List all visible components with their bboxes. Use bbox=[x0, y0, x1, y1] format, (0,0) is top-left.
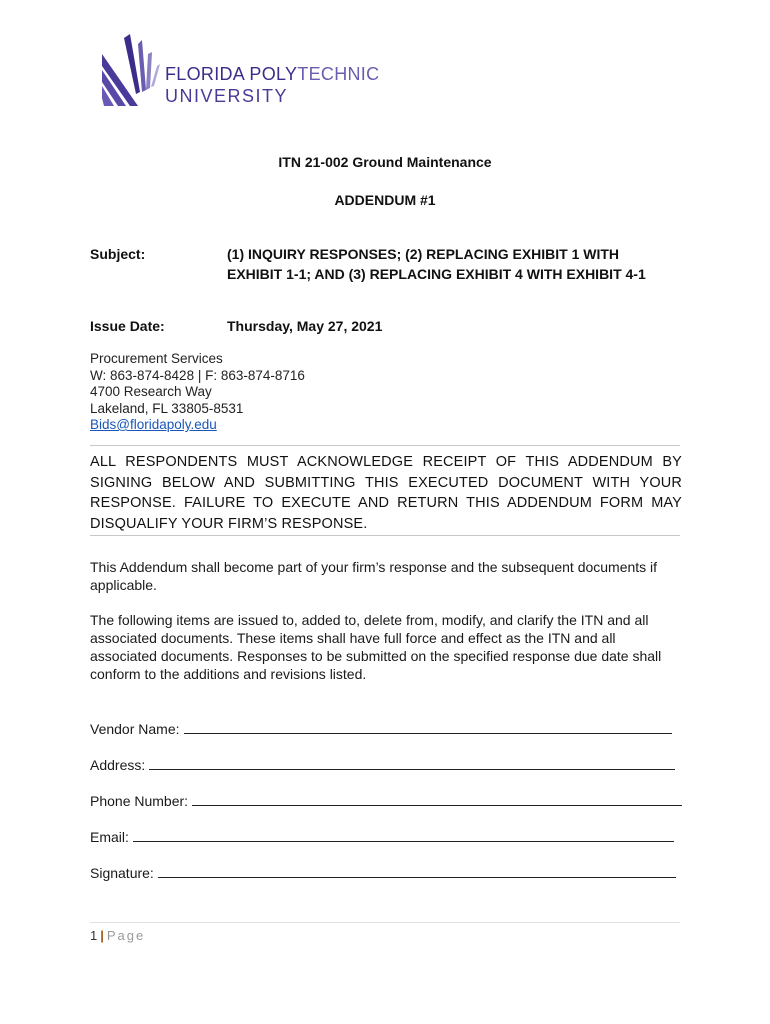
vendor-name-line[interactable] bbox=[184, 732, 673, 734]
phone-number-line[interactable] bbox=[192, 804, 682, 806]
phone-number-field[interactable] bbox=[90, 789, 682, 809]
address-label: Address: bbox=[90, 757, 146, 773]
issue-date-value: Thursday, May 27, 2021 bbox=[227, 318, 383, 334]
email-line[interactable] bbox=[133, 840, 674, 842]
logo-wordmark-bold: FLORIDA POLY bbox=[165, 64, 298, 84]
address-line[interactable] bbox=[149, 768, 675, 770]
contact-city: Lakeland, FL 33805-8531 bbox=[90, 400, 244, 416]
logo-wordmark-line2: UNIVERSITY bbox=[165, 86, 289, 106]
subject-line-2: EXHIBIT 1-1; AND (3) REPLACING EXHIBIT 4 WITH EXHIBIT 4-1 bbox=[227, 266, 646, 282]
issue-date-label: Issue Date: bbox=[90, 318, 165, 334]
footer-divider bbox=[90, 922, 680, 923]
divider-bottom bbox=[90, 535, 680, 536]
contact-phone: W: 863-874-8428 | F: 863-874-8716 bbox=[90, 367, 305, 383]
page-number: 1 bbox=[90, 928, 98, 943]
acknowledgement-notice: ALL RESPONDENTS MUST ACKNOWLEDGE RECEIPT OF THIS ADDENDUM BY SIGNING BELOW AND SUBMITTING THIS EXECUTED DOCUMENT WITH YOUR RESPONSE. FAILURE TO EXECUTE AND RETURN THIS ADDENDUM FORM MAY DISQUALIFY YOUR FIRM’S RESPONSE. bbox=[90, 454, 682, 532]
address-field[interactable] bbox=[90, 753, 675, 773]
footer-separator: | bbox=[100, 928, 104, 943]
subject-value bbox=[227, 244, 646, 284]
signature-label: Signature: bbox=[90, 865, 154, 881]
vendor-name-label: Vendor Name: bbox=[90, 721, 180, 737]
subject-label: Subject: bbox=[90, 246, 146, 262]
logo-mark-icon bbox=[100, 34, 170, 110]
email-field[interactable] bbox=[90, 825, 674, 845]
signature-field[interactable] bbox=[90, 861, 676, 881]
paragraph-addendum-part: This Addendum shall become part of your firm’s response and the subsequent documents if applicable. bbox=[90, 559, 658, 593]
page-footer bbox=[90, 928, 145, 943]
signature-line[interactable] bbox=[158, 876, 676, 878]
divider-top bbox=[90, 445, 680, 446]
vendor-name-field[interactable] bbox=[90, 717, 672, 737]
document-title: ITN 21-002 Ground Maintenance bbox=[278, 154, 492, 170]
contact-department: Procurement Services bbox=[90, 351, 223, 366]
page-label: Page bbox=[106, 928, 146, 943]
subject-line-1: (1) INQUIRY RESPONSES; (2) REPLACING EXHIBIT 1 WITH bbox=[227, 246, 620, 262]
logo-wordmark-line1 bbox=[165, 64, 379, 85]
contact-street: 4700 Research Way bbox=[90, 384, 212, 399]
email-label: Email: bbox=[90, 829, 129, 845]
paragraph-items-issued: The following items are issued to, added to, delete from, modify, and clarify the ITN and all associated documents. These items shall have full force and effect as the ITN and all associated documents. Responses to be submitted on the specified response due date shall conform to the additions and revisions listed. bbox=[90, 612, 662, 682]
phone-number-label: Phone Number: bbox=[90, 793, 189, 809]
addendum-number: ADDENDUM #1 bbox=[334, 192, 436, 208]
contact-block bbox=[90, 351, 305, 434]
logo-wordmark-thin: TECHNIC bbox=[297, 64, 380, 84]
contact-email-link[interactable]: Bids@floridapoly.edu bbox=[90, 417, 217, 432]
